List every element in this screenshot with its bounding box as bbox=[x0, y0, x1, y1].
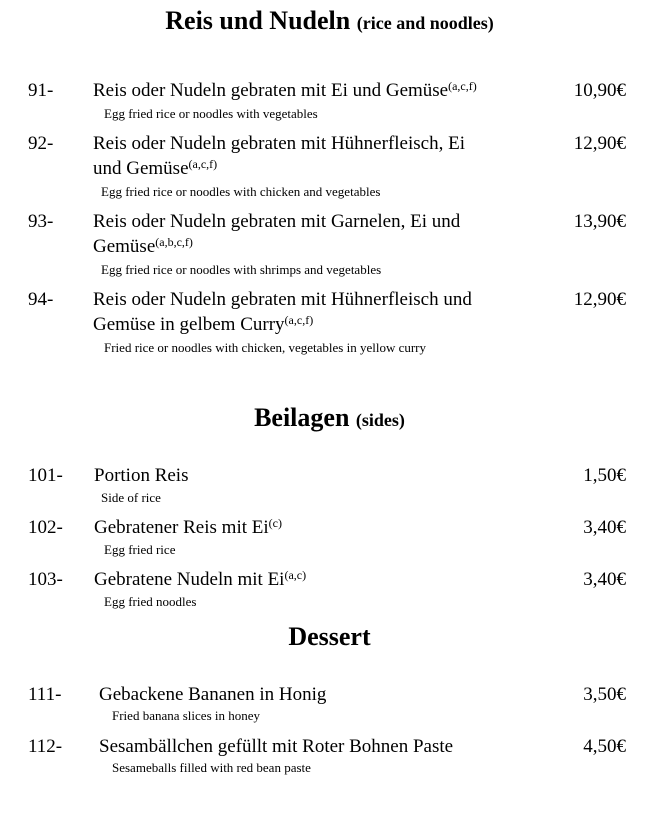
item-name: Reis oder Nudeln gebraten mit Hühnerfleisch und bbox=[93, 289, 472, 310]
allergen-codes: (a,c) bbox=[284, 568, 307, 582]
item-price: 12,90€ bbox=[573, 133, 626, 154]
section-subtitle: (rice and noodles) bbox=[356, 13, 494, 33]
item-english: Sesameballs filled with red bean paste bbox=[112, 760, 311, 775]
item-name-line2: Gemüse$^{(a,b,c,f)}$ bbox=[93, 235, 193, 257]
section-title-rice-noodles bbox=[0, 6, 659, 36]
item-name: Gebackene Bananen in Honig bbox=[99, 684, 327, 705]
item-english: Egg fried rice bbox=[104, 542, 176, 557]
item-price: 3,50€ bbox=[583, 684, 626, 705]
section-title-dessert bbox=[0, 622, 659, 652]
item-english: Side of rice bbox=[101, 490, 161, 505]
section-title: Reis und Nudeln bbox=[165, 6, 351, 35]
item-number: 91- bbox=[28, 80, 54, 101]
allergen-codes: (a,c,f) bbox=[284, 313, 314, 327]
item-name: Reis oder Nudeln gebraten mit Ei und Gemüse$^{(a,c,f)}$ bbox=[93, 79, 477, 101]
item-number: 102- bbox=[28, 517, 63, 538]
item-number: 101- bbox=[28, 465, 63, 486]
section-title: Beilagen bbox=[254, 403, 350, 432]
section-title: Dessert bbox=[288, 622, 371, 651]
item-english: Egg fried rice or noodles with vegetables bbox=[104, 106, 318, 121]
item-price: 4,50€ bbox=[583, 736, 626, 757]
item-price: 10,90€ bbox=[573, 80, 626, 101]
allergen-codes: (a,b,c,f) bbox=[155, 235, 193, 249]
section-title-sides bbox=[0, 403, 659, 433]
item-number: 92- bbox=[28, 133, 54, 154]
allergen-codes: (a,c,f) bbox=[448, 79, 477, 93]
item-number: 111- bbox=[28, 684, 62, 705]
item-english: Egg fried rice or noodles with shrimps and vegetables bbox=[101, 262, 382, 277]
item-number: 93- bbox=[28, 211, 54, 232]
item-english: Fried rice or noodles with chicken, vegetables in yellow curry bbox=[104, 340, 427, 355]
item-name: Gebratener Reis mit Ei$^{(c)}$ bbox=[94, 516, 282, 538]
item-name: Reis oder Nudeln gebraten mit Garnelen, Ei und bbox=[93, 211, 461, 232]
item-name-line2: Gemüse in gelbem Curry$^{(a,c,f)}$ bbox=[93, 313, 314, 335]
section-subtitle: (sides) bbox=[355, 410, 405, 430]
item-number: 103- bbox=[28, 569, 63, 590]
item-name-line2: und Gemüse$^{(a,c,f)}$ bbox=[93, 157, 218, 179]
item-english: Egg fried noodles bbox=[104, 594, 197, 609]
item-price: 1,50€ bbox=[583, 465, 626, 486]
item-name: Sesambällchen gefüllt mit Roter Bohnen Paste bbox=[99, 736, 454, 757]
item-english: Fried banana slices in honey bbox=[112, 708, 261, 723]
allergen-codes: (c) bbox=[268, 516, 282, 530]
item-english: Egg fried rice or noodles with chicken and vegetables bbox=[101, 184, 381, 199]
item-price: 3,40€ bbox=[583, 569, 626, 590]
item-name: Gebratene Nudeln mit Ei$^{(a,c)}$ bbox=[94, 568, 307, 590]
item-price: 12,90€ bbox=[573, 289, 626, 310]
item-number: 112- bbox=[28, 736, 63, 757]
allergen-codes: (a,c,f) bbox=[188, 157, 218, 171]
item-price: 3,40€ bbox=[583, 517, 626, 538]
item-price: 13,90€ bbox=[573, 211, 626, 232]
item-name: Reis oder Nudeln gebraten mit Hühnerfleisch, Ei bbox=[93, 133, 465, 154]
item-name: Portion Reis bbox=[94, 465, 189, 486]
item-number: 94- bbox=[28, 289, 54, 310]
